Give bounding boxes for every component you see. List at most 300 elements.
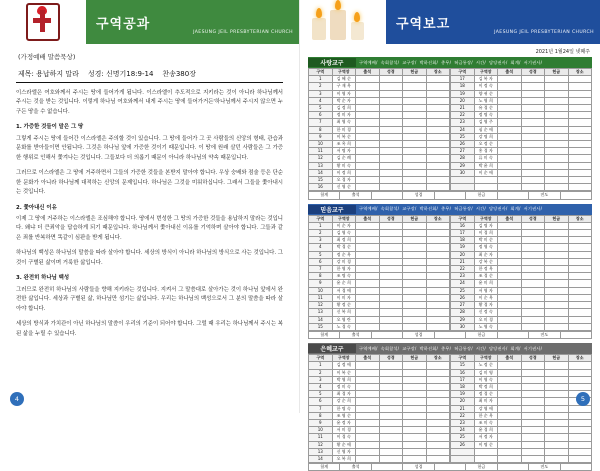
row-bible[interactable] [379,369,403,376]
row-place[interactable] [426,391,450,398]
table-row[interactable] [309,148,450,155]
row-bible[interactable] [521,155,545,162]
row-attendance[interactable] [498,237,522,244]
row-place[interactable] [568,323,592,330]
table-row[interactable] [309,141,450,148]
row-offering[interactable] [403,412,427,419]
row-offering[interactable] [545,155,569,162]
district-field-label[interactable]: 속회참석/ [380,59,400,65]
district-field-label[interactable]: 구역예배/ [359,59,378,65]
row-bible[interactable] [379,162,403,169]
row-offering[interactable] [403,391,427,398]
row-place[interactable] [568,169,592,176]
row-attendance[interactable] [356,177,380,184]
row-offering[interactable] [403,133,427,140]
row-bible[interactable] [379,302,403,309]
row-bible[interactable] [521,398,545,405]
row-place[interactable] [568,148,592,155]
row-place[interactable] [568,405,592,412]
row-attendance[interactable] [498,391,522,398]
table-row[interactable] [451,362,592,369]
row-place[interactable] [426,105,450,112]
row-place[interactable] [568,119,592,126]
district-field-label[interactable]: 담당권사/ [488,206,508,212]
row-place[interactable] [568,441,592,448]
row-bible[interactable] [521,162,545,169]
row-attendance[interactable] [356,155,380,162]
row-attendance[interactable] [498,294,522,301]
row-offering[interactable] [545,398,569,405]
row-place[interactable] [568,273,592,280]
row-place[interactable] [568,419,592,426]
row-bible[interactable] [379,455,403,462]
row-place[interactable] [568,258,592,265]
row-attendance[interactable] [498,112,522,119]
row-offering[interactable] [403,162,427,169]
row-place[interactable] [426,309,450,316]
table-row[interactable] [451,273,592,280]
row-offering[interactable] [403,119,427,126]
total-evangelism-value[interactable] [560,192,592,199]
row-bible[interactable] [521,309,545,316]
total-evangelism-value[interactable] [560,331,592,338]
district-field-label[interactable]: 회계/ [510,59,521,65]
total-bible-value[interactable] [434,192,465,199]
row-offering[interactable] [545,273,569,280]
table-row[interactable] [451,309,592,316]
row-bible[interactable] [521,133,545,140]
row-offering[interactable] [545,323,569,330]
row-bible[interactable] [521,177,545,184]
district-field-label[interactable]: 속회참석/ [380,345,400,351]
row-place[interactable] [568,369,592,376]
row-bible[interactable] [379,155,403,162]
row-attendance[interactable] [498,376,522,383]
table-row[interactable] [309,273,450,280]
row-attendance[interactable] [356,141,380,148]
table-row[interactable] [451,237,592,244]
row-attendance[interactable] [356,376,380,383]
row-place[interactable] [426,302,450,309]
table-row[interactable] [309,162,450,169]
row-offering[interactable] [403,434,427,441]
row-bible[interactable] [379,427,403,434]
row-attendance[interactable] [356,383,380,390]
row-offering[interactable] [545,126,569,133]
row-place[interactable] [426,376,450,383]
row-offering[interactable] [545,280,569,287]
table-row[interactable] [451,448,592,455]
row-bible[interactable] [521,237,545,244]
row-bible[interactable] [379,105,403,112]
row-bible[interactable] [379,148,403,155]
row-bible[interactable] [379,419,403,426]
row-place[interactable] [568,112,592,119]
row-offering[interactable] [545,369,569,376]
table-row[interactable] [451,119,592,126]
row-place[interactable] [568,97,592,104]
row-bible[interactable] [379,237,403,244]
row-offering[interactable] [403,383,427,390]
total-attendance-value[interactable] [371,192,402,199]
row-attendance[interactable] [356,119,380,126]
row-offering[interactable] [403,455,427,462]
table-row[interactable] [309,230,450,237]
row-offering[interactable] [403,237,427,244]
row-bible[interactable] [379,287,403,294]
table-row[interactable] [309,427,450,434]
row-place[interactable] [568,266,592,273]
row-offering[interactable] [545,97,569,104]
row-attendance[interactable] [498,97,522,104]
row-bible[interactable] [379,76,403,83]
district-field-label[interactable]: 담당권사/ [488,345,508,351]
row-attendance[interactable] [498,323,522,330]
table-row[interactable] [451,244,592,251]
row-bible[interactable] [379,376,403,383]
table-row[interactable] [309,155,450,162]
table-row[interactable] [309,309,450,316]
row-bible[interactable] [521,230,545,237]
table-row[interactable] [309,441,450,448]
table-row[interactable] [451,427,592,434]
row-bible[interactable] [379,280,403,287]
row-place[interactable] [426,148,450,155]
row-place[interactable] [426,427,450,434]
row-bible[interactable] [521,251,545,258]
table-row[interactable] [451,294,592,301]
row-offering[interactable] [403,184,427,191]
row-offering[interactable] [545,169,569,176]
table-row[interactable] [309,133,450,140]
table-row[interactable] [309,83,450,90]
row-attendance[interactable] [498,287,522,294]
district-field-label[interactable]: 회계/ [510,345,521,351]
table-row[interactable] [451,169,592,176]
row-attendance[interactable] [498,126,522,133]
table-row[interactable] [309,112,450,119]
row-offering[interactable] [545,258,569,265]
row-attendance[interactable] [356,266,380,273]
row-offering[interactable] [545,222,569,229]
row-offering[interactable] [403,177,427,184]
table-row[interactable] [309,251,450,258]
row-offering[interactable] [545,90,569,97]
row-bible[interactable] [379,90,403,97]
row-offering[interactable] [403,369,427,376]
row-place[interactable] [568,126,592,133]
row-bible[interactable] [521,294,545,301]
row-bible[interactable] [521,148,545,155]
row-offering[interactable] [545,376,569,383]
row-offering[interactable] [403,141,427,148]
row-attendance[interactable] [356,126,380,133]
row-offering[interactable] [403,419,427,426]
row-offering[interactable] [545,302,569,309]
row-attendance[interactable] [356,448,380,455]
row-offering[interactable] [545,383,569,390]
row-attendance[interactable] [498,434,522,441]
row-attendance[interactable] [498,258,522,265]
row-place[interactable] [568,316,592,323]
row-attendance[interactable] [498,119,522,126]
row-bible[interactable] [379,323,403,330]
row-offering[interactable] [403,302,427,309]
table-row[interactable] [451,258,592,265]
row-offering[interactable] [545,237,569,244]
row-offering[interactable] [545,83,569,90]
district-field-label[interactable]: 시간/ [475,59,486,65]
row-offering[interactable] [403,427,427,434]
row-attendance[interactable] [498,383,522,390]
row-attendance[interactable] [356,316,380,323]
row-bible[interactable] [521,316,545,323]
row-place[interactable] [568,230,592,237]
district-field-label[interactable]: 시간/ [475,345,486,351]
row-bible[interactable] [521,362,545,369]
row-offering[interactable] [403,230,427,237]
table-row[interactable] [451,184,592,191]
row-place[interactable] [426,237,450,244]
district-field-label[interactable]: 교구장/ [402,59,417,65]
row-place[interactable] [426,184,450,191]
row-attendance[interactable] [498,369,522,376]
row-offering[interactable] [403,258,427,265]
row-attendance[interactable] [498,273,522,280]
row-place[interactable] [568,455,592,462]
district-field-label[interactable]: 총무/ [441,206,452,212]
row-attendance[interactable] [356,237,380,244]
row-offering[interactable] [545,141,569,148]
row-offering[interactable] [403,105,427,112]
row-place[interactable] [426,266,450,273]
row-attendance[interactable] [356,244,380,251]
row-place[interactable] [426,405,450,412]
row-attendance[interactable] [356,412,380,419]
row-attendance[interactable] [498,309,522,316]
row-offering[interactable] [545,230,569,237]
row-offering[interactable] [403,266,427,273]
row-place[interactable] [426,162,450,169]
row-bible[interactable] [521,90,545,97]
table-row[interactable] [451,222,592,229]
row-offering[interactable] [545,309,569,316]
row-offering[interactable] [403,448,427,455]
row-attendance[interactable] [498,302,522,309]
table-row[interactable] [309,126,450,133]
table-row[interactable] [309,222,450,229]
row-place[interactable] [426,294,450,301]
table-row[interactable] [309,412,450,419]
row-bible[interactable] [521,455,545,462]
row-attendance[interactable] [498,448,522,455]
row-bible[interactable] [521,287,545,294]
row-place[interactable] [426,258,450,265]
row-attendance[interactable] [356,222,380,229]
row-offering[interactable] [403,76,427,83]
row-attendance[interactable] [356,398,380,405]
district-field-label[interactable]: 박하선회/ [419,59,439,65]
row-offering[interactable] [545,448,569,455]
row-offering[interactable] [545,294,569,301]
row-place[interactable] [426,398,450,405]
row-attendance[interactable] [498,398,522,405]
row-offering[interactable] [545,455,569,462]
table-row[interactable] [451,383,592,390]
row-bible[interactable] [379,391,403,398]
table-row[interactable] [451,177,592,184]
row-place[interactable] [426,222,450,229]
row-attendance[interactable] [356,97,380,104]
row-bible[interactable] [521,244,545,251]
row-attendance[interactable] [498,362,522,369]
row-offering[interactable] [403,405,427,412]
row-attendance[interactable] [498,148,522,155]
row-bible[interactable] [521,391,545,398]
table-row[interactable] [309,391,450,398]
row-bible[interactable] [379,362,403,369]
row-attendance[interactable] [498,427,522,434]
row-attendance[interactable] [498,244,522,251]
district-field-label[interactable]: 허금통장/ [454,345,473,351]
row-attendance[interactable] [356,405,380,412]
total-bible-value[interactable] [434,464,465,471]
row-bible[interactable] [379,184,403,191]
row-place[interactable] [426,133,450,140]
table-row[interactable] [309,362,450,369]
table-row[interactable] [451,133,592,140]
district-field-label[interactable]: 구역예배/ [359,345,378,351]
row-place[interactable] [426,434,450,441]
row-place[interactable] [568,287,592,294]
table-row[interactable] [309,280,450,287]
row-attendance[interactable] [356,112,380,119]
row-attendance[interactable] [356,369,380,376]
row-attendance[interactable] [356,309,380,316]
table-row[interactable] [309,169,450,176]
row-bible[interactable] [521,441,545,448]
row-bible[interactable] [379,133,403,140]
row-place[interactable] [426,280,450,287]
row-bible[interactable] [521,302,545,309]
row-offering[interactable] [545,105,569,112]
row-bible[interactable] [521,222,545,229]
table-row[interactable] [309,184,450,191]
table-row[interactable] [309,434,450,441]
table-row[interactable] [451,376,592,383]
row-attendance[interactable] [356,76,380,83]
row-attendance[interactable] [498,83,522,90]
row-bible[interactable] [521,76,545,83]
row-place[interactable] [426,448,450,455]
row-bible[interactable] [379,97,403,104]
table-row[interactable] [309,369,450,376]
row-bible[interactable] [379,177,403,184]
row-offering[interactable] [403,126,427,133]
table-row[interactable] [451,280,592,287]
table-row[interactable] [309,76,450,83]
row-offering[interactable] [545,316,569,323]
table-row[interactable] [309,316,450,323]
row-attendance[interactable] [356,434,380,441]
row-bible[interactable] [521,427,545,434]
row-offering[interactable] [545,76,569,83]
row-bible[interactable] [521,412,545,419]
row-attendance[interactable] [498,405,522,412]
row-attendance[interactable] [356,83,380,90]
table-row[interactable] [309,266,450,273]
row-attendance[interactable] [356,105,380,112]
row-place[interactable] [568,155,592,162]
row-offering[interactable] [403,441,427,448]
row-place[interactable] [426,230,450,237]
district-field-label[interactable]: 박하선회/ [419,345,439,351]
row-offering[interactable] [403,323,427,330]
district-field-label[interactable]: 총무/ [441,59,452,65]
table-row[interactable] [309,405,450,412]
row-attendance[interactable] [498,184,522,191]
row-attendance[interactable] [356,302,380,309]
row-place[interactable] [568,83,592,90]
row-place[interactable] [568,244,592,251]
total-attendance-value[interactable] [371,331,402,338]
row-offering[interactable] [403,244,427,251]
row-bible[interactable] [379,222,403,229]
row-bible[interactable] [379,258,403,265]
row-place[interactable] [568,133,592,140]
table-row[interactable] [451,398,592,405]
row-attendance[interactable] [356,230,380,237]
row-bible[interactable] [521,119,545,126]
row-offering[interactable] [545,412,569,419]
row-offering[interactable] [403,294,427,301]
row-place[interactable] [426,126,450,133]
table-row[interactable] [309,323,450,330]
row-bible[interactable] [521,105,545,112]
row-bible[interactable] [379,112,403,119]
district-field-label[interactable]: 담당권사/ [488,59,508,65]
row-offering[interactable] [403,222,427,229]
district-field-label[interactable]: 교구장/ [402,206,417,212]
row-place[interactable] [426,141,450,148]
table-row[interactable] [451,76,592,83]
row-bible[interactable] [379,126,403,133]
row-bible[interactable] [521,169,545,176]
row-bible[interactable] [521,112,545,119]
row-place[interactable] [426,323,450,330]
table-row[interactable] [451,148,592,155]
row-place[interactable] [426,76,450,83]
table-row[interactable] [451,230,592,237]
row-place[interactable] [568,280,592,287]
table-row[interactable] [309,383,450,390]
row-place[interactable] [568,376,592,383]
table-row[interactable] [309,97,450,104]
row-attendance[interactable] [356,90,380,97]
row-offering[interactable] [545,177,569,184]
row-offering[interactable] [403,97,427,104]
district-field-label[interactable]: 속회참석/ [380,206,400,212]
table-row[interactable] [309,244,450,251]
table-row[interactable] [309,177,450,184]
row-offering[interactable] [403,287,427,294]
row-attendance[interactable] [498,251,522,258]
table-row[interactable] [451,162,592,169]
row-attendance[interactable] [498,141,522,148]
row-offering[interactable] [403,148,427,155]
row-attendance[interactable] [356,362,380,369]
table-row[interactable] [309,302,450,309]
